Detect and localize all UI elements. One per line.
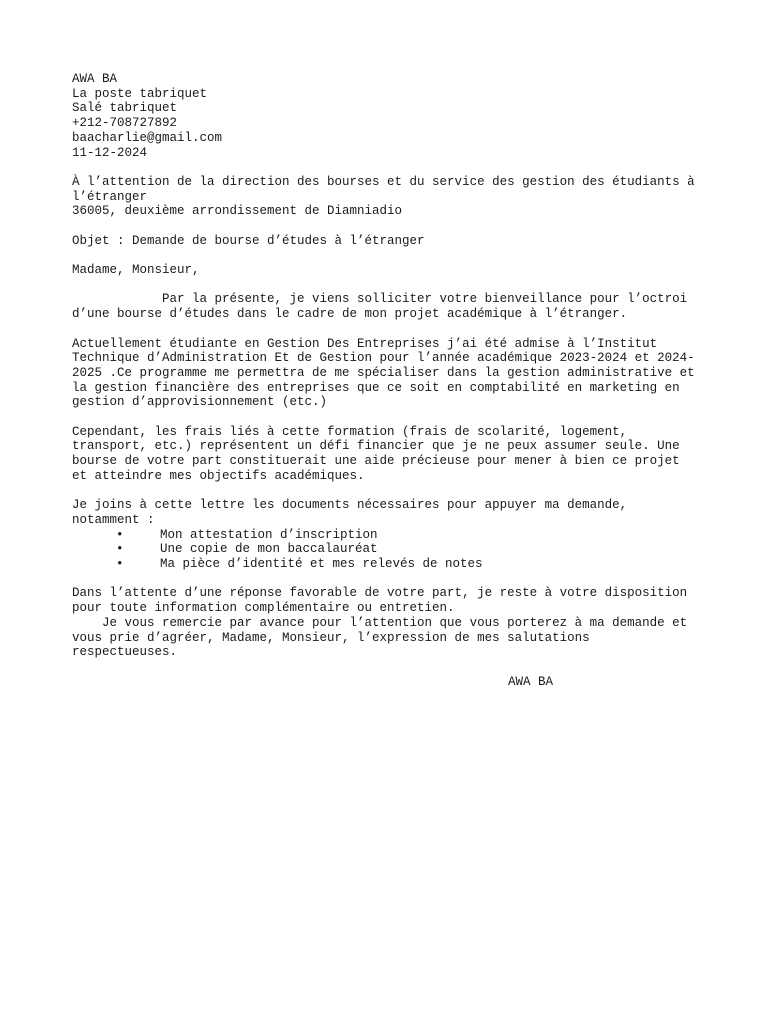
sender-address-line2: Salé tabriquet — [72, 101, 178, 116]
documents-list — [72, 528, 702, 572]
paragraph-line: la gestion financière des entreprises que ce soit en comptabilité en marketing en — [72, 380, 680, 395]
salutation — [72, 263, 702, 278]
bullet-icon: • — [116, 557, 124, 572]
paragraph-attachments — [72, 498, 702, 527]
sender-block — [72, 72, 702, 160]
paragraph-line: Cependant, les frais liés à cette formation (frais de scolarité, logement, — [72, 424, 628, 439]
paragraph-line: d’une bourse d’études dans le cadre de mon projet académique à l’étranger. — [72, 307, 628, 322]
paragraph-line: vous prie d’agréer, Madame, Monsieur, l’expression de mes salutations — [72, 630, 590, 645]
paragraph-line: Je joins à cette lettre les documents nécessaires pour appuyer ma demande, — [72, 498, 628, 513]
document-item: Une copie de mon baccalauréat — [160, 542, 378, 557]
sender-phone: +212-708727892 — [72, 116, 178, 131]
paragraph-line: Je vous remercie par avance pour l’attention que vous porterez à ma demande et — [72, 615, 688, 630]
paragraph-line: transport, etc.) représentent un défi financier que je ne peux assumer seule. Une — [72, 439, 680, 454]
paragraph-line: notamment : — [72, 512, 155, 527]
letter-page — [72, 72, 702, 689]
signature: AWA BA — [508, 674, 554, 689]
paragraph-line: 2025 .Ce programme me permettra de me spécialiser dans la gestion administrative et — [72, 365, 695, 380]
sender-address-line1: La poste tabriquet — [72, 86, 208, 101]
bullet-icon: • — [116, 542, 124, 557]
paragraph-line: bourse de votre part constituerait une aide précieuse pour mener à bien ce projet — [72, 454, 680, 469]
letter-date: 11-12-2024 — [72, 145, 148, 160]
paragraph-line: Technique d’Administration Et de Gestion pour l’année académique 2023-2024 et 2024- — [72, 351, 695, 366]
paragraph-line: pour toute information complémentaire ou entretien. — [72, 601, 455, 616]
recipient-line3: 36005, deuxième arrondissement de Diamniadio — [72, 204, 403, 219]
paragraph-line: Dans l’attente d’une réponse favorable de votre part, je reste à votre disposition — [72, 586, 688, 601]
paragraph-line: Actuellement étudiante en Gestion Des Entreprises j’ai été admise à l’Institut — [72, 336, 658, 351]
recipient-line2: l’étranger — [72, 189, 148, 204]
paragraph-line: et atteindre mes objectifs académiques. — [72, 468, 365, 483]
sender-name: AWA BA — [72, 72, 118, 86]
sender-email: baacharlie@gmail.com — [72, 130, 223, 145]
paragraph-intro — [72, 292, 702, 321]
subject-text: Objet : Demande de bourse d’études à l’étranger — [72, 233, 425, 248]
recipient-block — [72, 175, 702, 219]
paragraph-closing — [72, 586, 702, 660]
paragraph-line: Par la présente, je viens solliciter votre bienveillance pour l’octroi — [72, 292, 688, 307]
paragraph-line: respectueuses. — [72, 645, 178, 660]
paragraph-line: gestion d’approvisionnement (etc.) — [72, 395, 328, 410]
list-item — [72, 557, 702, 572]
salutation-text: Madame, Monsieur, — [72, 263, 200, 278]
paragraph-studies — [72, 337, 702, 411]
bullet-icon: • — [116, 527, 124, 542]
document-item: Ma pièce d’identité et mes relevés de notes — [160, 557, 483, 572]
paragraph-costs — [72, 425, 702, 484]
recipient-line1: À l’attention de la direction des bourses et du service des gestion des étudiants à — [72, 174, 695, 189]
document-item: Mon attestation d’inscription — [160, 527, 378, 542]
list-item — [72, 528, 702, 543]
list-item — [72, 542, 702, 557]
subject-line — [72, 234, 702, 249]
